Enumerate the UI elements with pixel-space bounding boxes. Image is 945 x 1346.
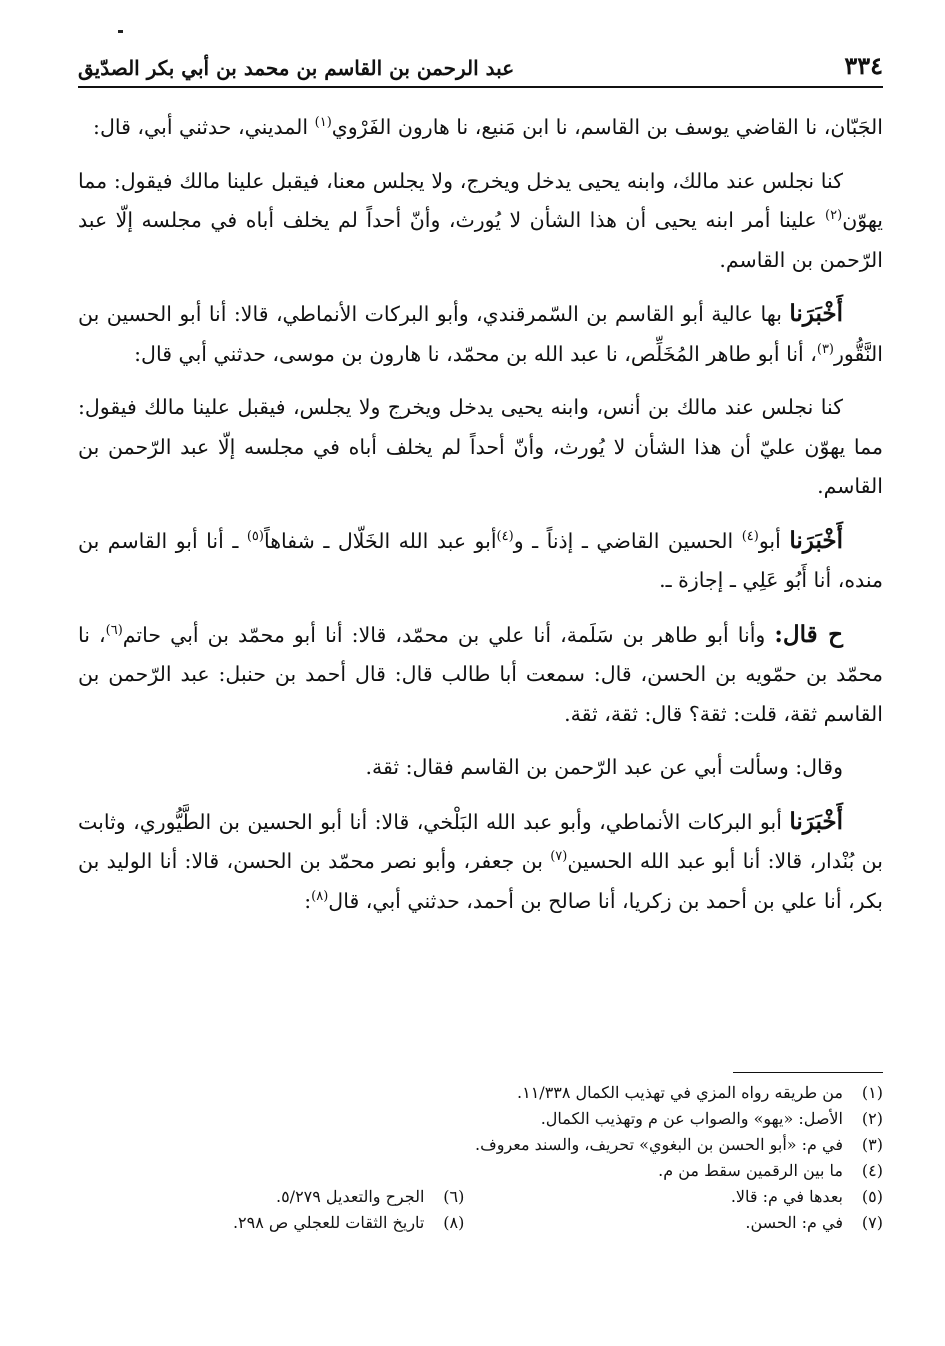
footnote-number: (٢) (861, 1109, 883, 1128)
footnote-marker: (٨) (311, 888, 329, 904)
footnote-separator (733, 1072, 883, 1073)
footnote (78, 1106, 883, 1132)
print-speck (118, 30, 123, 33)
paragraph (78, 294, 883, 374)
footnote-marker: (٤) (496, 528, 514, 544)
footnote-number: (٧) (861, 1213, 883, 1232)
chain-keyword: أَخْبَرَنا (789, 526, 843, 554)
paragraph-text: بن جعفر، وأبو نصر محمّد بن الحسن، قالا: أنا الوليد بن بكر، أنا علي بن أحمد بن زكريا، أنا صالح بن أحمد، حدثني أبي، قال (78, 849, 883, 913)
footnote-text: في م: «أبو الحسن بن البغوي» تحريف، والسند معروف. (475, 1135, 843, 1154)
paragraph-text: أبو عبد الله الخَلّال ـ شفاهاً (263, 528, 497, 553)
footnote-marker: (١) (314, 115, 332, 131)
chain-keyword: أَخْبَرَنا (789, 300, 843, 327)
footnote-number: (١) (861, 1083, 883, 1102)
paragraph (78, 748, 883, 788)
paragraph-text: بها عالية أبو القاسم بن السّمرقندي، وأبو البركات الأنماطي، قالا: أنا أبو الحسين بن النَّقُّور (78, 302, 883, 366)
footnote-text: ما بين الرقمين سقط من م. (658, 1161, 843, 1180)
running-head: عبد الرحمن بن القاسم بن محمد بن أبي بكر الصدّيق (78, 56, 515, 80)
footnotes-two-column (78, 1184, 883, 1236)
footnote-text: من طريقه رواه المزي في تهذيب الكمال ١١/٣٣٨. (517, 1083, 843, 1102)
footnote (497, 1210, 883, 1236)
chain-keyword: أَخْبَرَنا (789, 807, 843, 835)
paragraph-text: علينا أمر ابنه يحيى أن هذا الشأن لا يُورث، وأنّ أحداً لم يخلف أباه في مجلسه إلّا عبد الرّحمن بن القاسم. (78, 208, 883, 272)
footnote (497, 1184, 883, 1210)
footnote (78, 1210, 464, 1236)
paragraph (78, 108, 883, 148)
paragraph-text: وقال: وسألت أبي عن عبد الرّحمن بن القاسم فقال: ثقة. (365, 755, 843, 779)
paragraph-text: ـ أنا أبو القاسم بن منده، أنا أَبُو عَلِي ـ إجازة ـ. (78, 528, 883, 592)
footnote-marker: (٥) (246, 528, 264, 544)
paragraph-text: كنا نجلس عند مالك بن أنس، وابنه يحيى يدخل ويخرج ولا يجلس، فيقبل علينا مالك فيقول: مما يهوّن عليّ أن هذا الشأن لا يُورث، وأنّ أحداً لم يخلف أباه في مجلسه إلّا عبد الرّحمن بن القاسم. (78, 395, 883, 498)
footnote-marker: (٦) (105, 622, 123, 638)
footnote-marker: (٤) (741, 528, 759, 544)
paragraph-text: : (304, 888, 312, 913)
footnote (78, 1158, 883, 1184)
footnote (78, 1132, 883, 1158)
footnote-text: الأصل: «يهو» والصواب عن م وتهذيب الكمال. (540, 1109, 843, 1128)
paragraph-text: وأنا أبو طاهر بن سَلَمة، أنا علي بن محمّد، قالا: أنا أبو محمّد بن أبي حاتم (122, 622, 775, 647)
footnote-text: في م: الحسن. (745, 1213, 843, 1232)
paragraph (78, 162, 883, 281)
paragraph-text: ، نا محمّد بن حمّويه بن الحسن، قال: سمعت أبا طالب قال: قال أحمد بن حنبل: عبد الرّحمن بن القاسم ثقة، قلت: ثقة؟ قال: ثقة، ثقة. (78, 622, 883, 726)
footnote (78, 1184, 464, 1210)
footnote-marker: (٢) (825, 208, 843, 224)
paragraph-text: كنا نجلس عند مالك، وابنه يحيى يدخل ويخرج، ولا يجلس معنا، فيقبل علينا مالك فيقول: مما يهوّن (78, 168, 883, 232)
footnote-text: بعدها في م: قالا. (730, 1187, 843, 1206)
footnote-number: (٣) (861, 1135, 883, 1154)
footnotes-right-column (497, 1184, 883, 1236)
paragraph (78, 615, 883, 735)
paragraph (78, 388, 883, 507)
footnote (78, 1080, 883, 1106)
page-header (78, 46, 883, 88)
paragraph-text: المديني، حدثني أبي، قال: (93, 115, 315, 139)
main-text (78, 108, 883, 935)
footnote-number: (٦) (443, 1187, 465, 1206)
footnote-number: (٨) (443, 1213, 465, 1232)
footnote-number: (٤) (861, 1161, 883, 1180)
paragraph-text: ، أنا أبو طاهر المُخَلِّص، نا عبد الله بن محمّد، نا هارون بن موسى، حدثني أبي قال: (134, 341, 817, 366)
chain-keyword: ح قال: (774, 620, 843, 648)
footnote-text: الجرح والتعديل ٥/٢٧٩. (275, 1187, 425, 1206)
footnote-marker: (٣) (816, 341, 834, 357)
footnote-text: تاريخ الثقات للعجلي ص ٢٩٨. (232, 1213, 425, 1232)
paragraph (78, 802, 883, 922)
paragraph-text: الجَبّان، نا القاضي يوسف بن القاسم، نا ابن مَنيع، نا هارون الفَرْوي (331, 115, 883, 139)
paragraph-text: أبو (758, 528, 790, 553)
footnote-number: (٥) (861, 1187, 883, 1206)
paragraph-text: أبو البركات الأنماطي، وأبو عبد الله البَلْخي، قالا: أنا أبو الحسين بن الطَّيُّوري، وثابت بن بُنْدار، قالا: أنا أبو عبد الله الحسين (78, 809, 883, 873)
paragraph (78, 521, 883, 601)
paragraph-text: الحسين القاضي ـ إذناً ـ و (513, 528, 742, 553)
footnote-marker: (٧) (550, 849, 568, 865)
footnotes-left-column (78, 1184, 464, 1236)
footnotes (78, 1080, 883, 1236)
page-number: ٣٣٤ (844, 51, 883, 80)
